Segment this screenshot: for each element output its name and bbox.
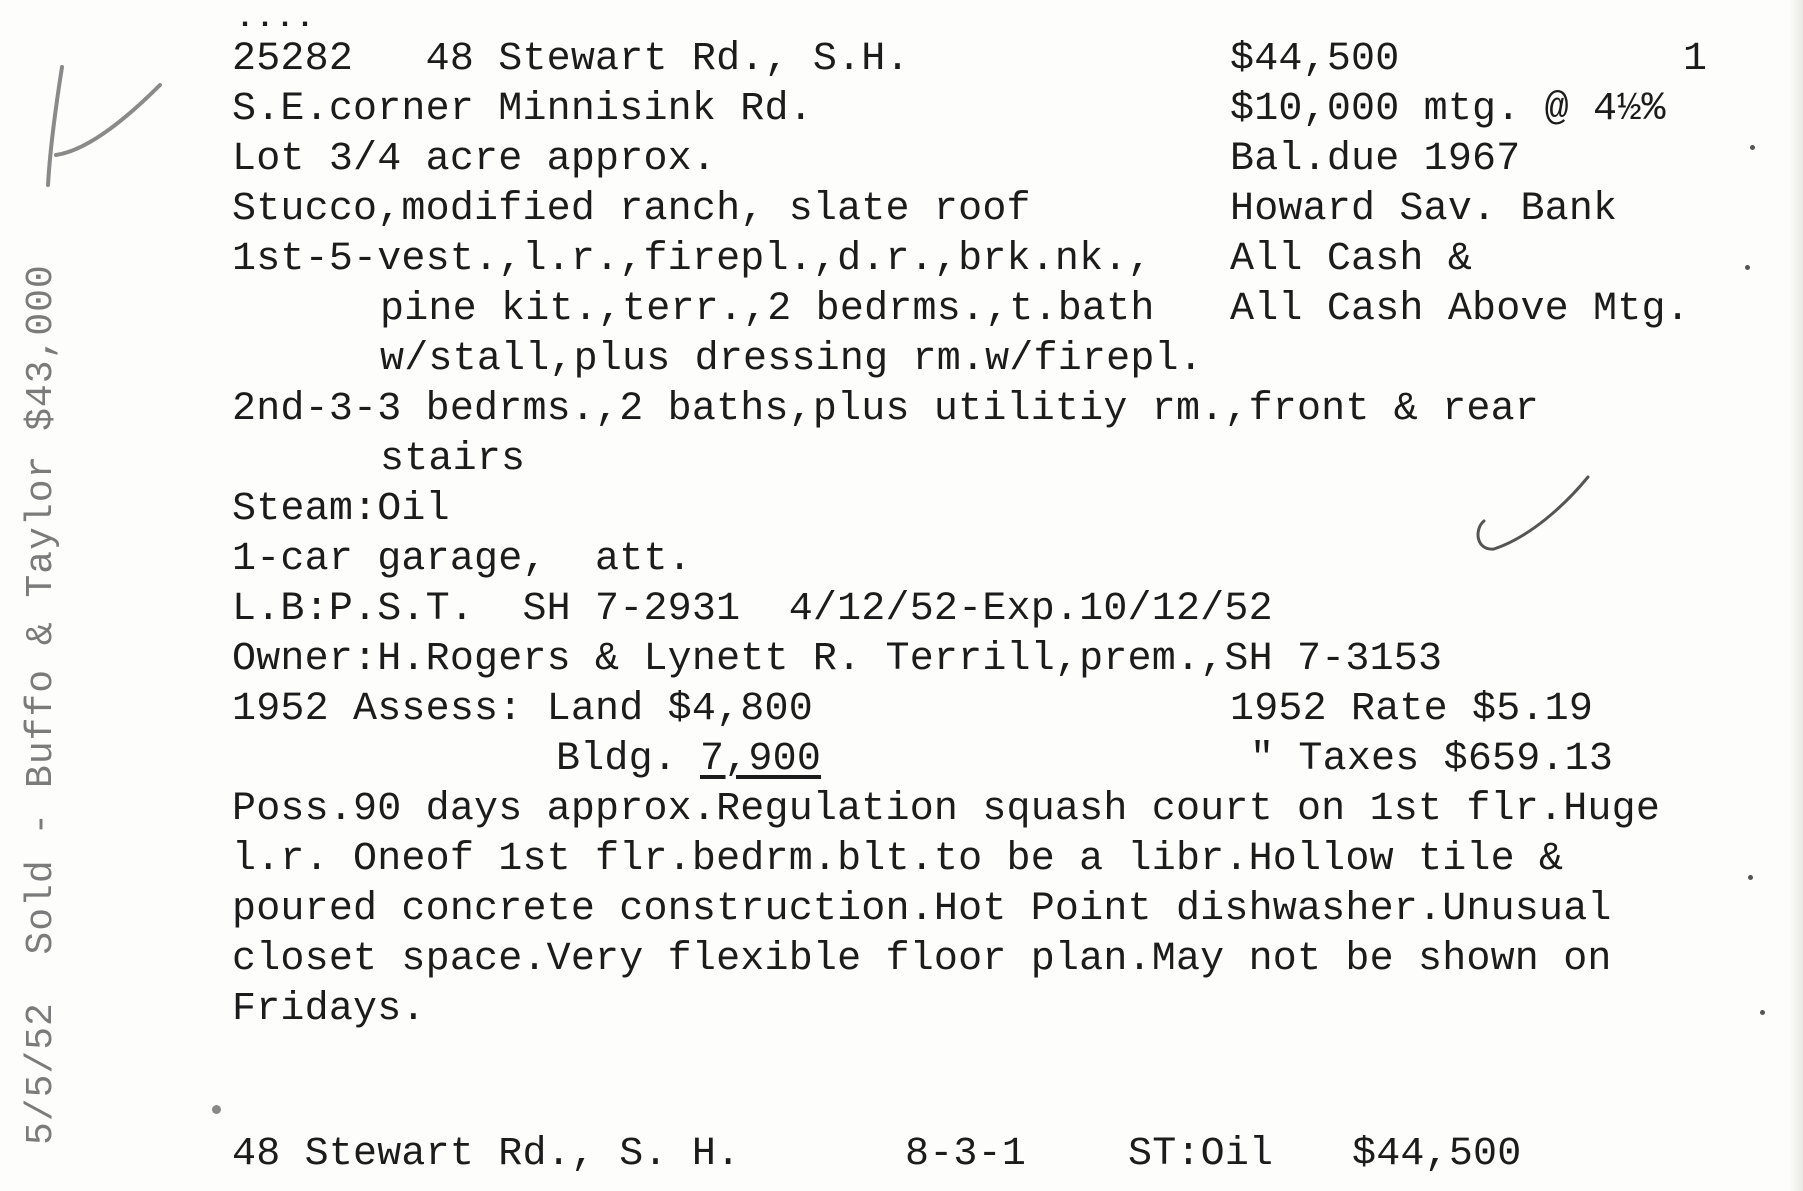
pen-mark-icon <box>20 55 170 195</box>
lot-line: Lot 3/4 acre approx. <box>232 137 717 182</box>
heating-line: Steam:Oil <box>232 487 450 532</box>
speck <box>1760 1010 1765 1015</box>
footer-address: 48 Stewart Rd., S. H. <box>232 1132 741 1177</box>
location-line: S.E.corner Minnisink Rd. <box>232 87 813 132</box>
terms-2: All Cash Above Mtg. <box>1230 287 1690 332</box>
price: $44,500 <box>1230 37 1400 82</box>
listing-id-address: 25282 48 Stewart Rd., S.H. <box>232 37 910 82</box>
listing-broker-line: L.B:P.S.T. SH 7-2931 4/12/52-Exp.10/12/52 <box>232 587 1273 632</box>
remarks-line-5: Fridays. <box>232 987 426 1032</box>
speck <box>1748 875 1753 880</box>
assessment-bldg-value: 7,900 <box>700 737 822 782</box>
speck <box>1745 265 1750 270</box>
tax-rate: 1952 Rate $5.19 <box>1230 687 1594 732</box>
footer-price: $44,500 <box>1352 1132 1522 1177</box>
remarks-line-1: Poss.90 days approx.Regulation squash court on 1st flr.Huge <box>232 787 1661 832</box>
assessment-bldg-label: Bldg. <box>556 737 678 782</box>
card-edge <box>1789 0 1803 1191</box>
speck <box>1750 145 1755 150</box>
speck <box>212 1105 221 1114</box>
remarks-line-3: poured concrete construction.Hot Point dishwasher.Unusual <box>232 887 1612 932</box>
construction-line: Stucco,modified ranch, slate roof <box>232 187 1031 232</box>
footer-heat: ST:Oil <box>1128 1132 1274 1177</box>
bank: Howard Sav. Bank <box>1230 187 1618 232</box>
first-floor-line-3: w/stall,plus dressing rm.w/firepl. <box>380 337 1203 382</box>
header-dots: .... <box>236 2 317 36</box>
sold-note: 5/5/52 Sold - Buffo & Taylor $43,000 <box>20 264 63 1145</box>
remarks-line-4: closet space.Very flexible floor plan.May not be shown on <box>232 937 1612 982</box>
second-floor-line-2: stairs <box>380 437 526 482</box>
terms-1: All Cash & <box>1230 237 1473 282</box>
taxes: " Taxes $659.13 <box>1250 737 1614 782</box>
footer-rooms: 8-3-1 <box>905 1132 1027 1177</box>
balance-due: Bal.due 1967 <box>1230 137 1521 182</box>
assessment-land-line: 1952 Assess: Land $4,800 <box>232 687 813 732</box>
card-number: 1 <box>1683 37 1708 82</box>
owner-line: Owner:H.Rogers & Lynett R. Terrill,prem.,SH 7-3153 <box>232 637 1443 682</box>
remarks-line-2: l.r. Oneof 1st flr.bedrm.blt.to be a libr.Hollow tile & <box>232 837 1564 882</box>
second-floor-line: 2nd-3-3 bedrms.,2 baths,plus utilitiy rm.,front & rear <box>232 387 1540 432</box>
check-mark-icon <box>1460 465 1600 565</box>
mortgage: $10,000 mtg. @ 4½% <box>1230 87 1666 132</box>
first-floor-line: 1st-5-vest.,l.r.,firepl.,d.r.,brk.nk., <box>232 237 1152 282</box>
first-floor-line-2: pine kit.,terr.,2 bedrms.,t.bath <box>380 287 1155 332</box>
garage-line: 1-car garage, att. <box>232 537 692 582</box>
